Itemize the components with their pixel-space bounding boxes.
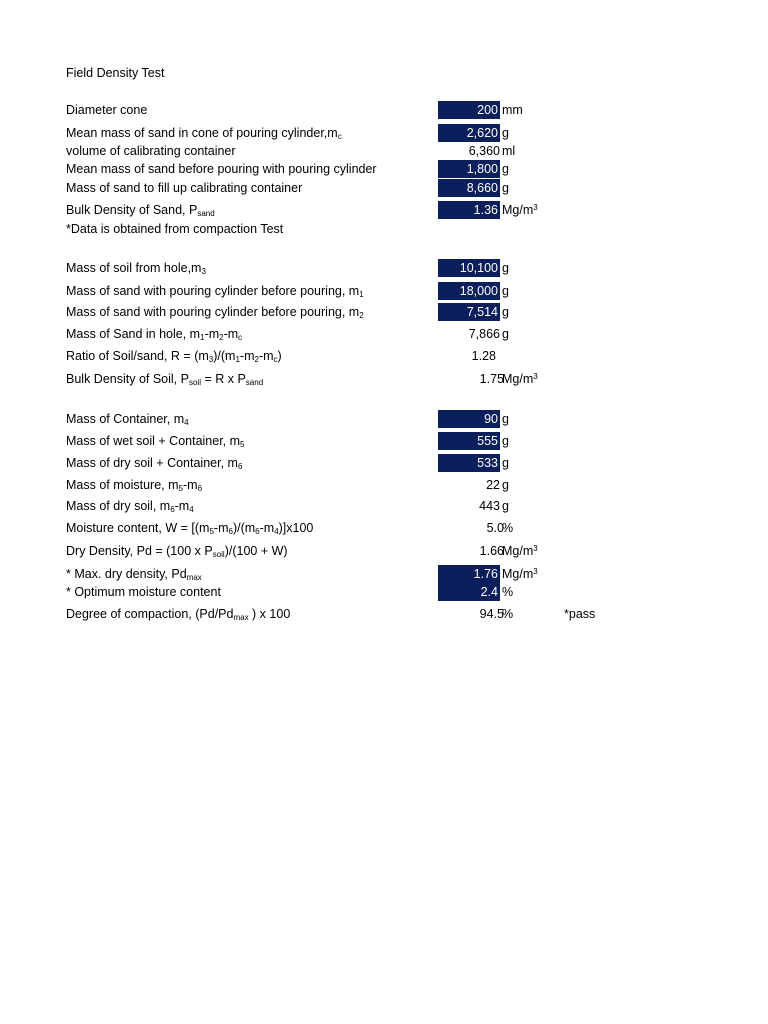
unit: g: [502, 478, 509, 492]
unit: g: [502, 162, 509, 176]
row-degree-compaction: [66, 605, 706, 623]
value-cell[interactable]: 533: [438, 454, 500, 472]
value-cell[interactable]: 2,620: [438, 124, 500, 142]
label: Mass of wet soil + Container, $m_5$: [66, 434, 245, 449]
value-cell[interactable]: 10,100: [438, 259, 500, 277]
row-optimum-moisture: [66, 583, 706, 601]
label: Mass of dry soil + Container, $m_6$: [66, 456, 243, 471]
value-cell: 443: [479, 499, 500, 513]
unit: g: [502, 456, 509, 470]
row-diameter-cone: [66, 101, 706, 119]
unit: $Mg/m^3$: [502, 567, 538, 581]
unit: $Mg/m^3$: [502, 544, 538, 558]
unit: %: [502, 521, 514, 535]
row-mass-wet-soil-m5: [66, 432, 706, 450]
label: Mass of sand with pouring cylinder before pouring, $m_2$: [66, 305, 364, 320]
unit: g: [502, 181, 509, 195]
row-bulk-density-soil: [66, 370, 706, 388]
label: Dry Density, Pd = (100 x $P_{soil})/(100 + W)$: [66, 544, 288, 559]
label: Mass of soil from $hole,m_3$: [66, 261, 206, 276]
row-mass-sand-cone: [66, 124, 706, 142]
value-cell: 1.28: [471, 349, 496, 363]
row-volume-container: [66, 142, 706, 160]
unit: ml: [502, 144, 516, 158]
label: Mass of Container, $m_4$: [66, 412, 189, 427]
value-cell[interactable]: 7,514: [438, 303, 500, 321]
label: Bulk Density of Soil, $P_{soil} = R$ x $P_{sand}$: [66, 372, 264, 387]
value-cell: 5.0: [486, 521, 504, 535]
row-ratio-soil-sand: [66, 347, 706, 365]
row-mass-sand-hole: [66, 325, 706, 343]
label: volume of calibrating container: [66, 144, 236, 158]
row-mass-m2: [66, 303, 706, 321]
unit: %: [502, 585, 514, 599]
unit: g: [502, 126, 509, 140]
label: * Max. dry density, $Pd_{max}$: [66, 567, 202, 582]
label: Ratio of Soil/sand, $R = (m_3)/(m_1-m_2-m_c)$: [66, 349, 282, 364]
value-cell: 7,866: [468, 327, 500, 341]
label: Mean mass of sand in cone of pouring $cylinder,m_c$: [66, 126, 342, 141]
label: Mass of sand to fill up calibrating container: [66, 181, 303, 195]
note-text: *Data is obtained from compaction Test: [66, 222, 284, 236]
row-mass-moisture: [66, 476, 706, 494]
unit: g: [502, 261, 509, 275]
value-cell: 1.75: [479, 372, 504, 386]
value-cell: 6,360: [468, 144, 500, 158]
unit: mm: [502, 103, 523, 117]
value-cell[interactable]: 200: [438, 101, 500, 119]
label: Moisture content, $W = [(m_5-m_6)/(m_6-m_4)]x100$: [66, 521, 314, 536]
row-mass-container-m4: [66, 410, 706, 428]
unit: %: [502, 607, 514, 621]
value-cell[interactable]: 1.36: [438, 201, 500, 219]
unit: g: [502, 412, 509, 426]
label: * Optimum moisture content: [66, 585, 221, 599]
value-cell[interactable]: 2.4: [438, 583, 500, 601]
label: Mass of sand with pouring cylinder before pouring, $m_1$: [66, 284, 364, 299]
pass-note: *pass: [564, 607, 596, 621]
unit: g: [502, 305, 509, 319]
unit: $Mg/m^3$: [502, 203, 538, 217]
row-dry-density: [66, 542, 706, 560]
unit: g: [502, 434, 509, 448]
value-cell[interactable]: 8,660: [438, 179, 500, 197]
value-cell[interactable]: 555: [438, 432, 500, 450]
value-cell: 94.5: [479, 607, 504, 621]
row-max-dry-density: [66, 565, 706, 583]
label: Mass of Sand in hole, $m_1-m_2-m_c$: [66, 327, 243, 342]
label: Mass of moisture, $m_5-m_6$: [66, 478, 203, 493]
label: Mass of dry soil, $m_6-m_4$: [66, 499, 194, 514]
row-bulk-density-sand: [66, 201, 706, 219]
value-cell: 1.66: [479, 544, 504, 558]
unit: g: [502, 499, 509, 513]
value-cell[interactable]: 18,000: [438, 282, 500, 300]
row-mass-dry-soil-m6: [66, 454, 706, 472]
unit: g: [502, 284, 509, 298]
value-cell[interactable]: 1,800: [438, 160, 500, 178]
label: Diameter cone: [66, 103, 148, 117]
label: Bulk Density of Sand, $P_{sand}$: [66, 203, 215, 218]
unit: $Mg/m^3$: [502, 372, 538, 386]
row-mass-fill-container: [66, 179, 706, 197]
row-mass-soil-hole: [66, 259, 706, 277]
row-compaction-note: [66, 220, 706, 238]
row-mass-before-pouring: [66, 160, 706, 178]
value-cell[interactable]: 1.76: [438, 565, 500, 583]
row-moisture-content: [66, 519, 706, 537]
value-cell[interactable]: 90: [438, 410, 500, 428]
unit: g: [502, 327, 509, 341]
row-mass-dry-soil: [66, 497, 706, 515]
label: Mean mass of sand before pouring with pouring cylinder: [66, 162, 377, 176]
page-title: Field Density Test: [66, 66, 165, 80]
row-mass-m1: [66, 282, 706, 300]
label: Degree of compaction, ($Pd/Pd_{max}$ ) x 100: [66, 607, 291, 622]
value-cell: 22: [486, 478, 500, 492]
